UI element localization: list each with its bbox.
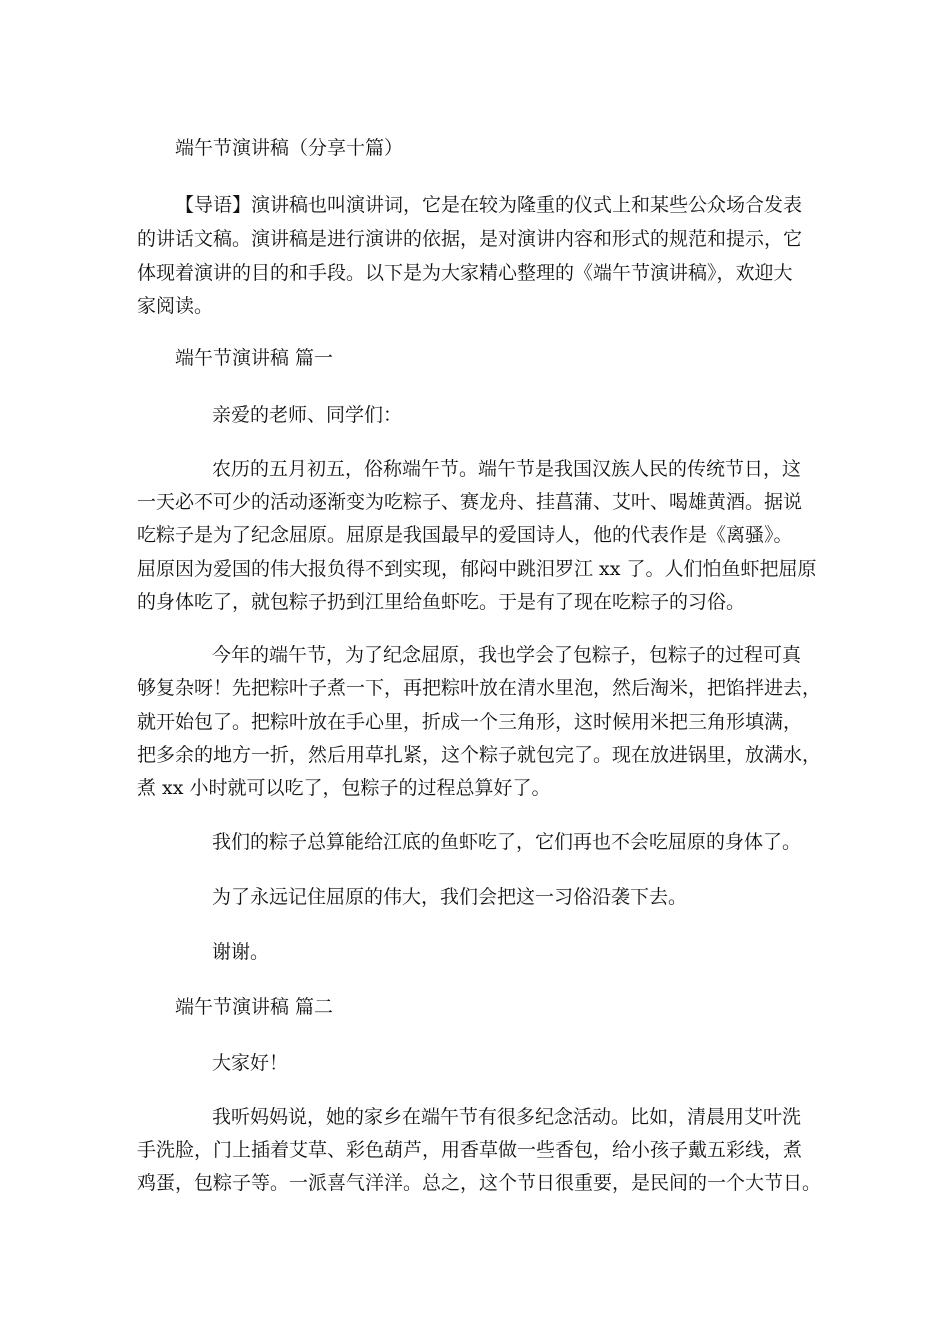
intro-line: 【导语】演讲稿也叫演讲词，它是在较为隆重的仪式上和某些公众场合发表 (175, 194, 803, 216)
section-heading: 端午节演讲稿 篇二 (175, 996, 334, 1018)
paragraph-line: 手洗脸，门上插着艾草、彩色葫芦，用香草做一些香包，给小孩子戴五彩线，煮 (137, 1139, 803, 1161)
paragraph-line: 我们的粽子总算能给江底的鱼虾吃了，它们再也不会吃屈原的身体了。 (212, 831, 802, 853)
paragraph-line: 的身体吃了，就包粽子扔到江里给鱼虾吃。于是有了现在吃粽子的习俗。 (137, 591, 746, 613)
paragraph-line: 一天必不可少的活动逐渐变为吃粽子、赛龙舟、挂菖蒲、艾叶、喝雄黄酒。据说 (137, 491, 803, 513)
paragraph-line: 把多余的地方一折，然后用草扎紧，这个粽子就包完了。现在放进锅里，放满水， (137, 744, 822, 766)
greeting: 大家好！ (212, 1052, 289, 1074)
paragraph-line: 煮 xx 小时就可以吃了，包粽子的过程总算好了。 (137, 777, 551, 799)
paragraph-line: 吃粽子是为了纪念屈原。屈原是我国最早的爱国诗人，他的代表作是《离骚》。 (137, 524, 793, 546)
paragraph-line: 够复杂呀！先把粽叶子煮一下，再把粽叶放在清水里泡，然后淘米，把馅拌进去， (137, 677, 822, 699)
intro-line: 的讲话文稿。演讲稿是进行演讲的依据，是对演讲内容和形式的规范和提示，它 (137, 228, 803, 250)
paragraph-line: 农历的五月初五，俗称端午节。端午节是我国汉族人民的传统节日，这 (212, 458, 802, 480)
section-heading: 端午节演讲稿 篇一 (175, 347, 334, 369)
document-title: 端午节演讲稿（分享十篇） (175, 137, 404, 159)
intro-line: 体现着演讲的目的和手段。以下是为大家精心整理的《端午节演讲稿》，欢迎大 (137, 262, 793, 284)
paragraph-line: 屈原因为爱国的伟大报负得不到实现，郁闷中跳汨罗江 xx 了。人们怕鱼虾把屈原 (137, 558, 817, 580)
paragraph-line: 为了永远记住屈原的伟大，我们会把这一习俗沿袭下去。 (212, 886, 688, 908)
closing: 谢谢。 (212, 941, 270, 963)
paragraph-line: 鸡蛋，包粽子等。一派喜气洋洋。总之，这个节日很重要，是民间的一个大节日。 (137, 1172, 822, 1194)
greeting: 亲爱的老师、同学们： (212, 404, 403, 426)
intro-line: 家阅读。 (137, 295, 214, 317)
paragraph-line: 今年的端午节，为了纪念屈原，我也学会了包粽子，包粽子的过程可真 (212, 644, 802, 666)
paragraph-line: 我听妈妈说，她的家乡在端午节有很多纪念活动。比如，清晨用艾叶洗 (212, 1106, 802, 1128)
paragraph-line: 就开始包了。把粽叶放在手心里，折成一个三角形，这时候用米把三角形填满， (137, 711, 803, 733)
